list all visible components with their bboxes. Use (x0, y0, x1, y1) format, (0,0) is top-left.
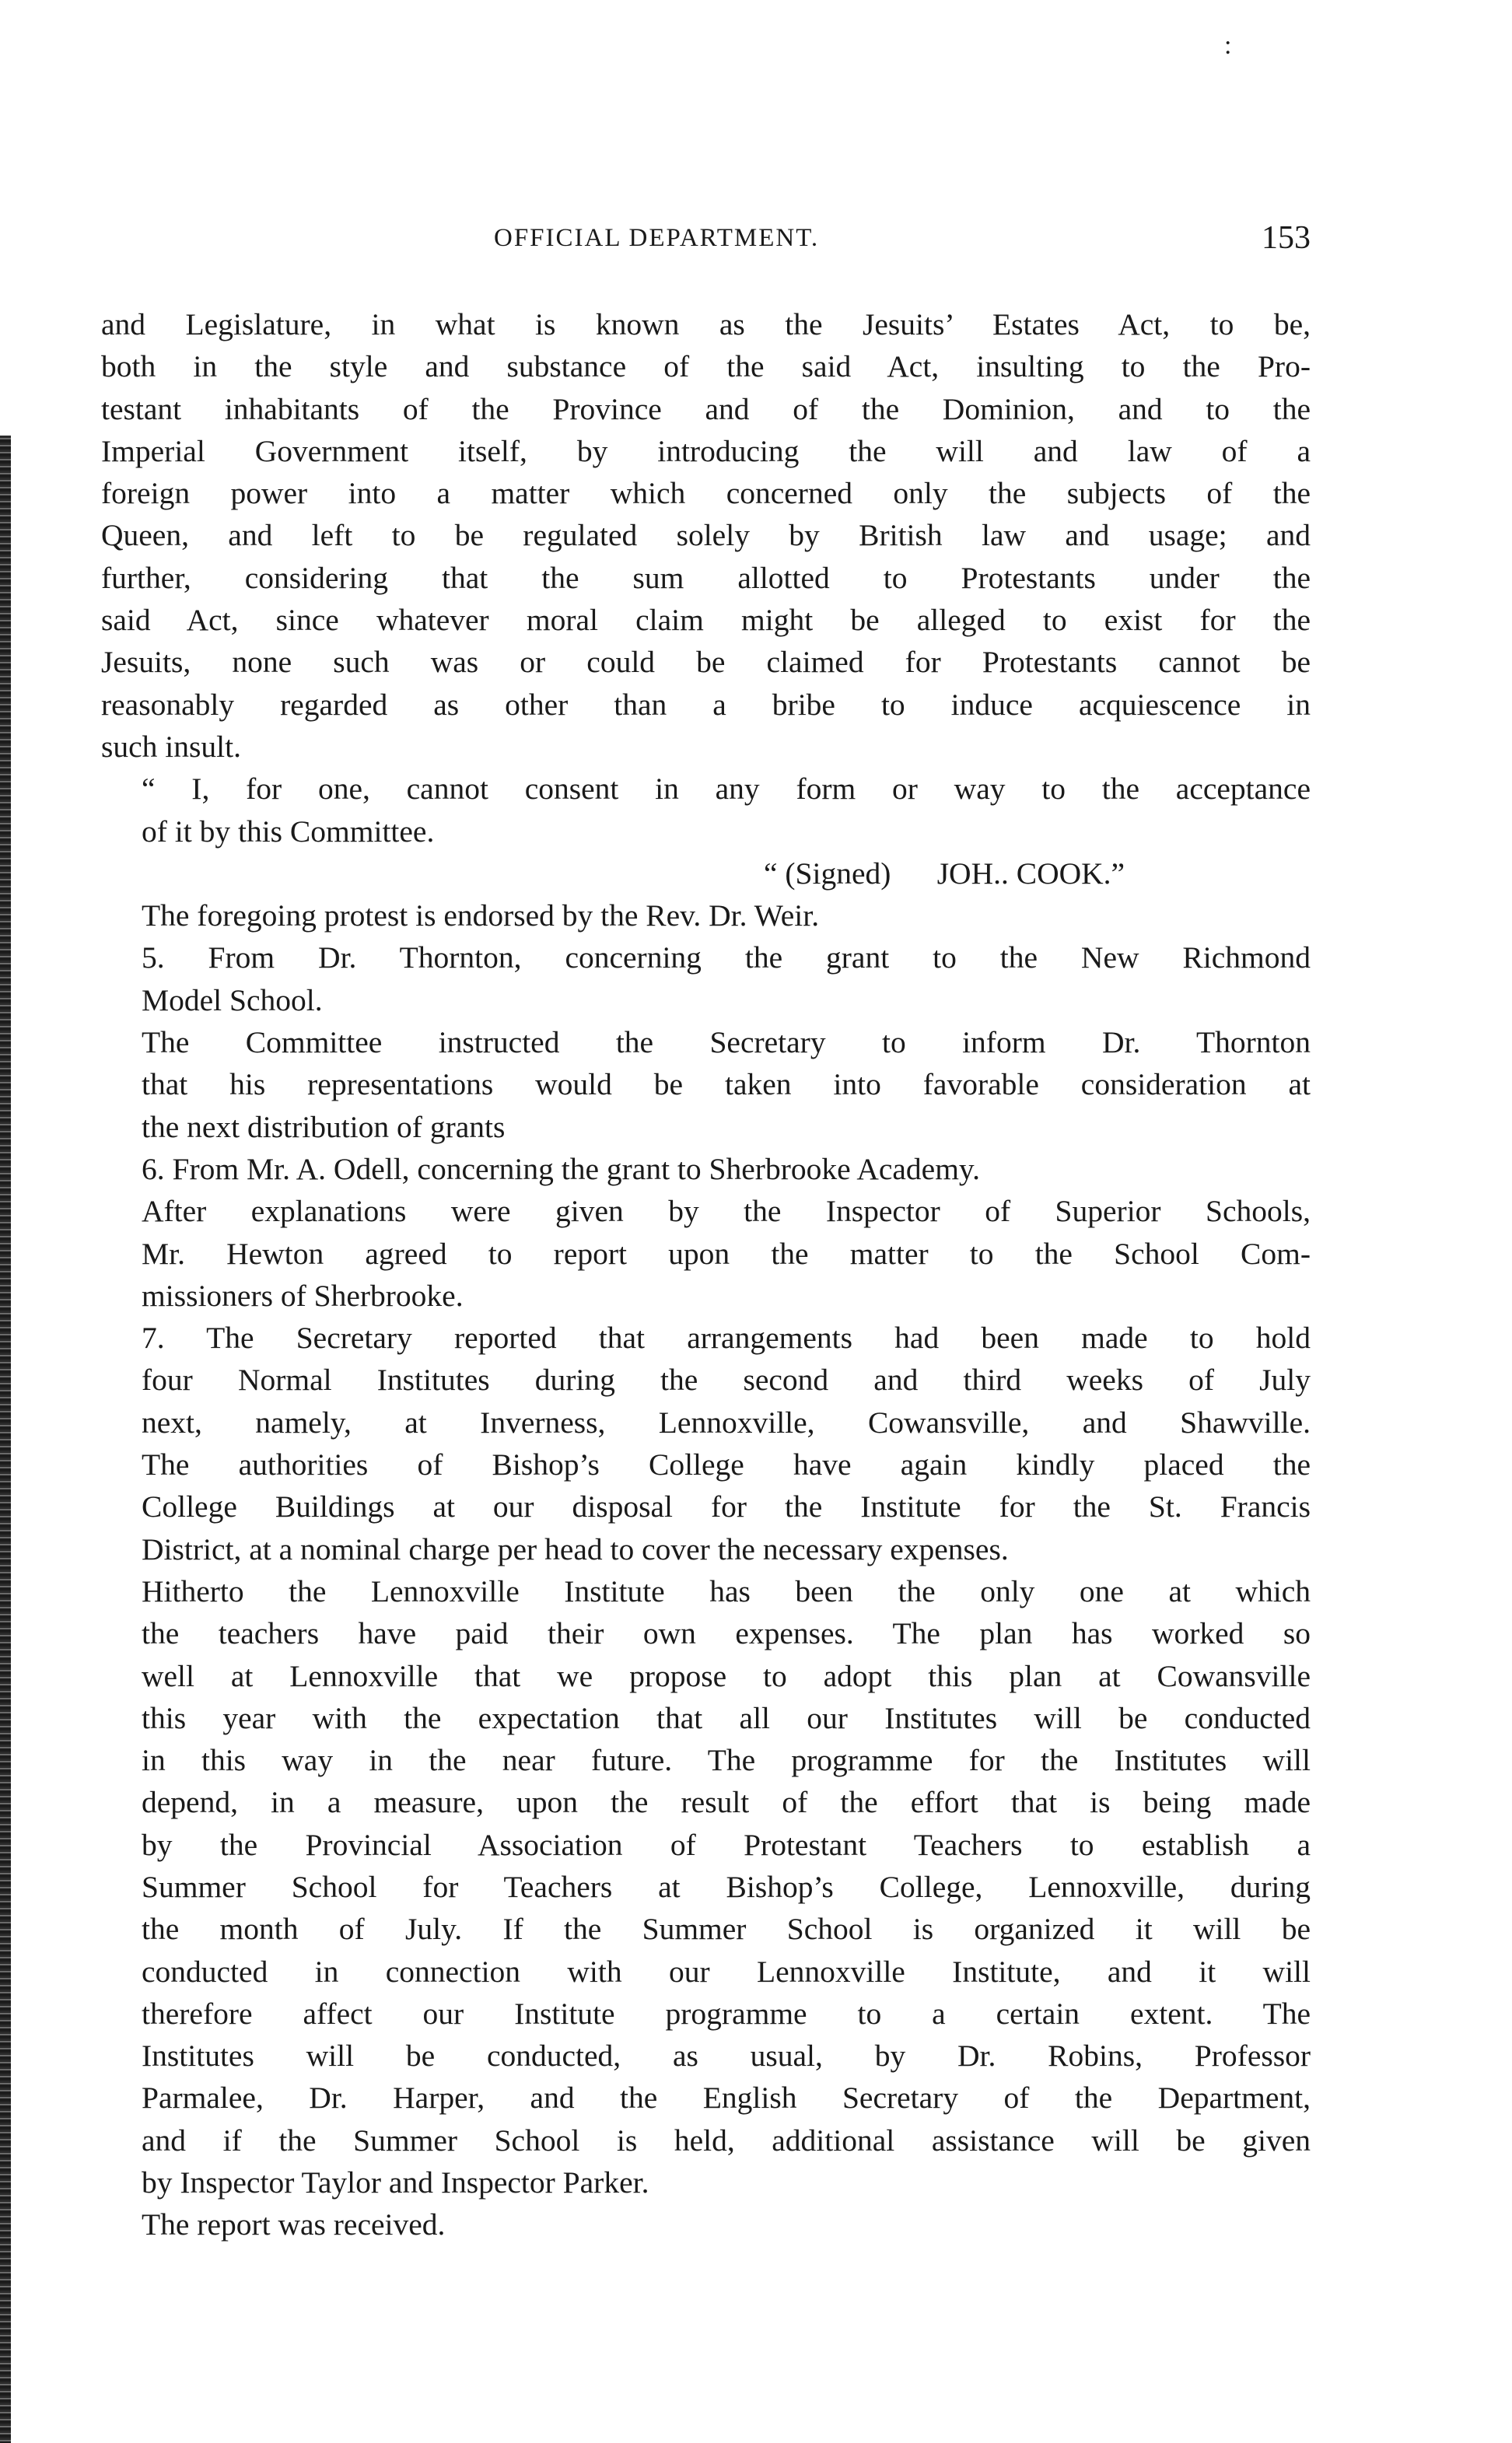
text-line: by the Provincial Association of Protestant Teachers to establish a (142, 1827, 1311, 1862)
text-line: reasonably regarded as other than a bribe to induce acquiescence in (101, 687, 1311, 722)
text-line: the next distribution of grants (142, 1109, 506, 1144)
text-line: in this way in the near future. The programme for the Institutes will (142, 1743, 1311, 1778)
signature-line (101, 852, 1311, 894)
paragraph-item-5-response (101, 1021, 1311, 1148)
text-line: The authorities of Bishop’s College have again kindly placed the (142, 1447, 1311, 1482)
text-line: both in the style and substance of the said Act, insulting to the Pro- (101, 349, 1311, 384)
text-line: District, at a nominal charge per head to cover the necessary expenses. (142, 1531, 1009, 1566)
text-line: next, namely, at Inverness, Lennoxville, Cowansville, and Shawville. (142, 1405, 1311, 1440)
text-line: this year with the expectation that all our Institutes will be conducted (142, 1700, 1311, 1735)
text-line: the month of July. If the Summer School is organized it will be (142, 1912, 1311, 1947)
body-text (101, 303, 1311, 2246)
text-line: Imperial Government itself, by introducing the will and law of a (101, 433, 1311, 468)
paragraph-item-7-continued (101, 1570, 1311, 2203)
text-line: Jesuits, none such was or could be claimed for Protestants cannot be (101, 645, 1311, 680)
page-number: 153 (1262, 220, 1311, 256)
text-line: and if the Summer School is held, additional assistance will be given (142, 2123, 1311, 2158)
signature: “ (Signed) JOH.. COOK.” (764, 856, 1125, 891)
text-line: After explanations were given by the Inspector of Superior Schools, (142, 1194, 1311, 1229)
text-line: foreign power into a matter which concerned only the subjects of the (101, 476, 1311, 511)
running-head (101, 219, 1311, 263)
text-line: that his representations would be taken into favorable consideration at (142, 1067, 1311, 1102)
text-line: Model School. (142, 982, 323, 1017)
text-line: Institutes will be conducted, as usual, by Dr. Robins, Professor (142, 2039, 1311, 2074)
text-line: well at Lennoxville that we propose to adopt this plan at Cowansville (142, 1658, 1311, 1693)
text-line: Parmalee, Dr. Harper, and the English Secretary of the Department, (142, 2081, 1311, 2116)
text-line: four Normal Institutes during the second and third weeks of July (142, 1363, 1311, 1398)
text-line: Mr. Hewton agreed to report upon the matter to the School Com- (142, 1236, 1311, 1271)
text-line: said Act, since whatever moral claim might be alleged to exist for the (101, 603, 1311, 638)
paragraph-protest-continued (101, 303, 1311, 768)
text-line: College Buildings at our disposal for the Institute for the St. Francis (142, 1489, 1311, 1524)
text-line: depend, in a measure, upon the result of the effort that is being made (142, 1785, 1311, 1820)
paragraph-item-7 (101, 1317, 1311, 1570)
text-line: 7. The Secretary reported that arrangements had been made to hold (142, 1321, 1311, 1356)
paragraph-endorsement (101, 894, 1311, 936)
text-line: therefore affect our Institute programme to a certain extent. The (142, 1996, 1311, 2031)
text-line: conducted in connection with our Lennoxville Institute, and it will (142, 1954, 1311, 1989)
text-line: “ I, for one, cannot consent in any form or way to the acceptance (142, 772, 1311, 807)
text-line: The Committee instructed the Secretary to inform Dr. Thornton (142, 1025, 1311, 1060)
text-line: Queen, and left to be regulated solely by British law and usage; and (101, 518, 1311, 553)
text-line: The report was received. (142, 2207, 446, 2242)
text-line: Hitherto the Lennoxville Institute has been the only one at which (142, 1573, 1311, 1608)
text-line: by Inspector Taylor and Inspector Parker. (142, 2165, 649, 2200)
paragraph-protest-refusal (101, 768, 1311, 852)
paragraph-item-6-response (101, 1190, 1311, 1317)
text-line: such insult. (101, 729, 241, 764)
text-line: testant inhabitants of the Province and of the Dominion, and to the (101, 391, 1311, 426)
text-line: The foregoing protest is endorsed by the Rev. Dr. Weir. (142, 898, 820, 933)
binding-edge (0, 436, 11, 2443)
running-title: OFFICIAL DEPARTMENT. (494, 224, 820, 252)
paragraph-report-received (101, 2203, 1311, 2245)
paragraph-item-6 (101, 1148, 1311, 1190)
text-line: the teachers have paid their own expenses. The plan has worked so (142, 1616, 1311, 1651)
text-line: 6. From Mr. A. Odell, concerning the grant to Sherbrooke Academy. (142, 1151, 980, 1186)
paragraph-item-5 (101, 936, 1311, 1021)
text-line: of it by this Committee. (142, 814, 435, 849)
text-line: further, considering that the sum allotted to Protestants under the (101, 560, 1311, 595)
text-line: missioners of Sherbrooke. (142, 1278, 464, 1313)
text-line: Summer School for Teachers at Bishop’s College, Lennoxville, during (142, 1869, 1311, 1904)
text-line: 5. From Dr. Thornton, concerning the grant to the New Richmond (142, 940, 1311, 975)
text-line: and Legislature, in what is known as the Jesuits’ Estates Act, to be, (101, 307, 1311, 341)
corner-mark: : (1224, 31, 1232, 60)
